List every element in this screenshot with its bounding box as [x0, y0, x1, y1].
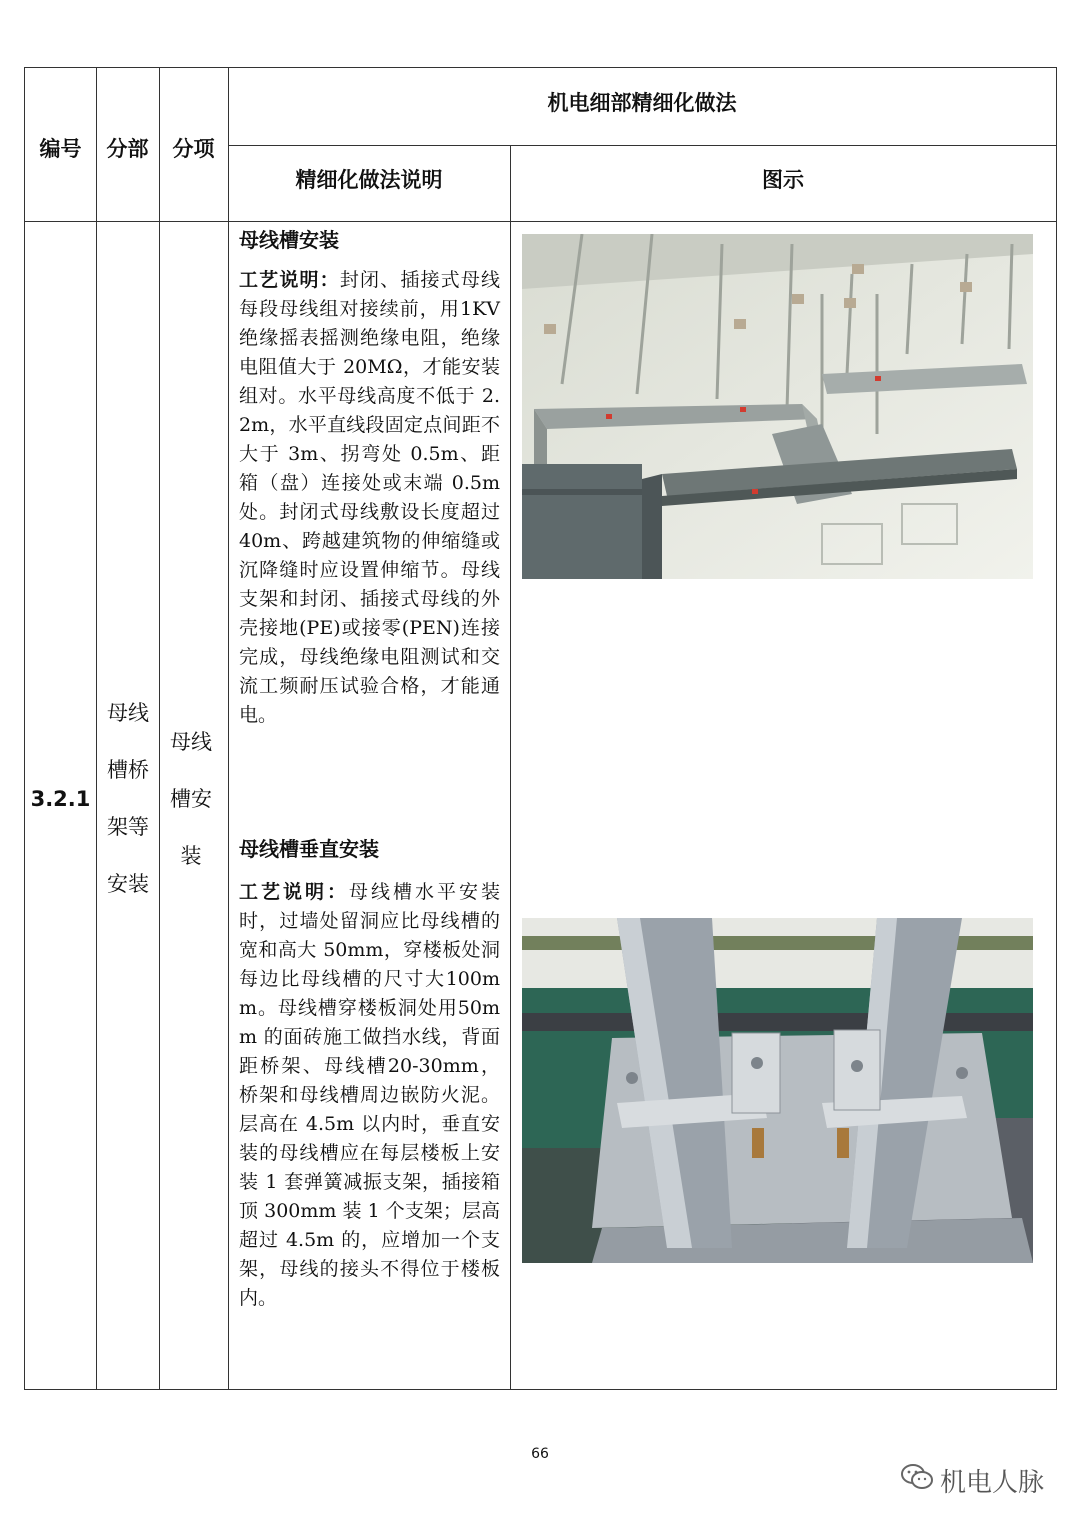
page-number: 66 [531, 1446, 549, 1462]
section-text: 母线槽水平安装时，过墙处留洞应比母线槽的宽和高大 50mm，穿楼板处洞每边比母线槽的尺寸大100mm。母线槽穿楼板洞处用50mm 的面砖施工做挡水线，背面距桥架、母线槽20-30mm，桥架和母线槽周边嵌防火泥。层高在 4.5m 以内时，垂直安装的母线槽应在每层楼板上安装 1 套弹簧减振支架，插接箱顶 300mm 装 1 个支架；层高超过 4.5m 的，应增加一个支架，母线的接头不得位于楼板内。 [239, 881, 500, 1309]
busway-horizontal-installation-photo [522, 234, 1033, 579]
section-title: 母线槽安装 [239, 228, 339, 252]
header-description: 精细化做法说明 [295, 168, 443, 192]
busway-vertical-installation-photo [522, 918, 1033, 1263]
row-divider [228, 145, 1056, 146]
column-divider [159, 68, 160, 1389]
watermark [900, 1462, 1044, 1499]
column-divider [96, 68, 97, 1389]
section-title: 母线槽垂直安装 [239, 837, 379, 861]
row-division: 母线槽桥架等安装 [107, 701, 149, 896]
section-label: 工艺说明： [239, 881, 349, 903]
section-body [239, 878, 500, 1313]
section-text: 封闭、插接式母线每段母线组对接续前，用1KV 绝缘摇表摇测绝缘电阻，绝缘电阻值大于 20MΩ，才能安装组对。水平母线高度不低于 2.2m，水平直线段固定点间距不大于 3m、拐弯处 0.5m、距箱（盘）连接处或末端 0.5m 处。封闭式母线敷设长度超过 40m、跨越建筑物的伸缩缝或沉降缝时应设置伸缩节。母线支架和封闭、插接式母线的外壳接地(PE)或接零(PEN)连接完成，母线绝缘电阻测试和交流工频耐压试验合格，才能通电。 [239, 269, 500, 726]
section-body [239, 266, 500, 730]
header-group-title: 机电细部精细化做法 [547, 91, 737, 115]
column-divider [510, 145, 511, 1389]
header-illustration: 图示 [762, 168, 804, 192]
header-id: 编号 [39, 137, 82, 161]
header-item: 分项 [172, 137, 215, 161]
header-division: 分部 [106, 137, 149, 161]
row-item: 母线槽安装 [170, 730, 212, 868]
section-label: 工艺说明： [239, 269, 340, 291]
row-divider [25, 221, 1056, 222]
row-id: 3.2.1 [30, 787, 91, 811]
specification-table [24, 67, 1057, 1390]
column-divider [228, 68, 229, 1389]
watermark-text: 机电人脉 [940, 1468, 1045, 1498]
wechat-icon [900, 1463, 934, 1498]
